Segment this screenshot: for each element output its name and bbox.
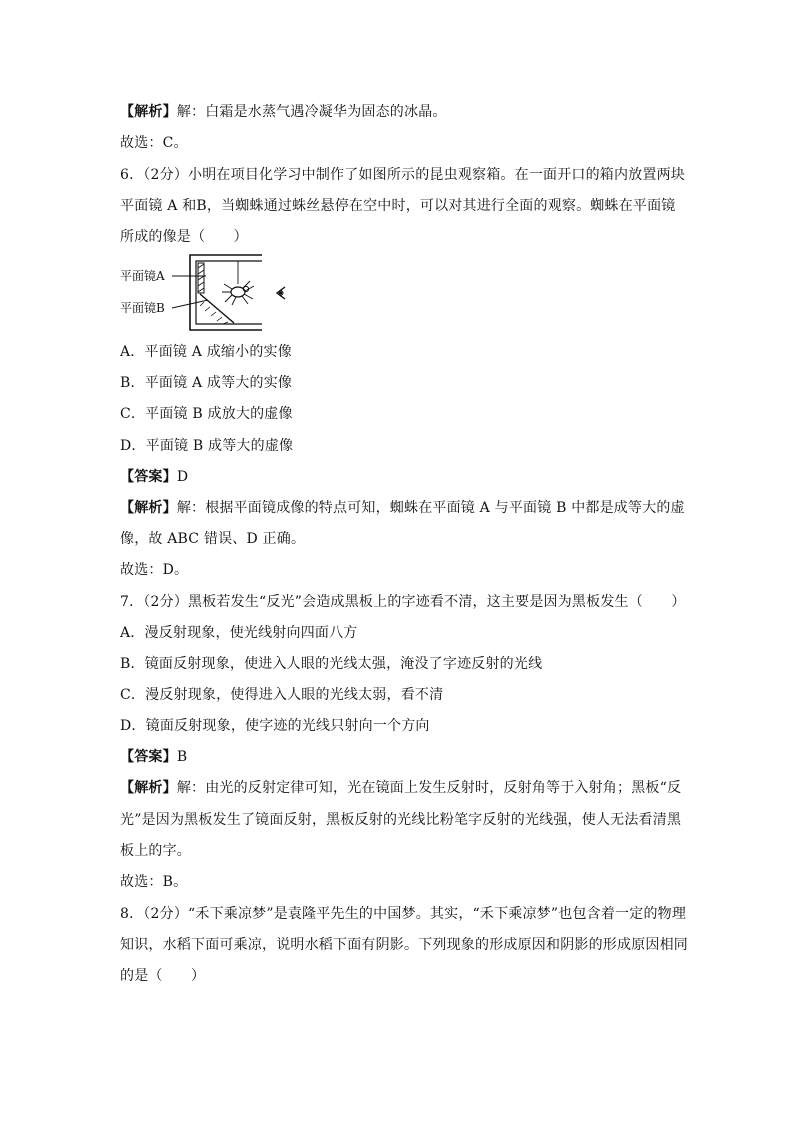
q7-analysis-line-3: 板上的字。: [120, 843, 191, 859]
q7-option-d: D．镜面反射现象，使字迹的光线只射向一个方向: [120, 718, 430, 734]
q7-analysis-tag: 【解析】: [120, 780, 177, 796]
q6-analysis-line-1: [120, 498, 685, 518]
q5-conclusion: 故选：C。: [120, 135, 188, 151]
q6-option-d: D．平面镜 B 成等大的虚像: [120, 438, 294, 454]
q6-answer-tag: 【答案】: [120, 469, 177, 485]
q6-stem-line-2: 平面镜 A 和B，当蜘蛛通过蛛丝悬停在空中时，可以对其进行全面的观察。蜘蛛在平面镜: [120, 198, 676, 214]
q7-analysis-line-2: 光”是因为黑板发生了镜面反射，黑板反射的光线比粉笔字反射的光线强，使人无法看清黑: [120, 812, 682, 828]
mirror-a-label: 平面镜A: [120, 269, 165, 283]
q7-analysis-text-1: 解：由光的反射定律可知，光在镜面上发生反射时，反射角等于入射角；黑板“反: [176, 780, 682, 796]
q7-option-b: B．镜面反射现象，使进入人眼的光线太强，淹没了字迹反射的光线: [120, 656, 543, 672]
q6-option-b: B．平面镜 A 成等大的实像: [120, 375, 293, 391]
q6-answer-value: D: [176, 469, 189, 485]
insect-observation-box-figure: [120, 250, 300, 336]
q6-answer-line: [120, 467, 188, 487]
q7-answer-tag: 【答案】: [120, 749, 177, 765]
q8-stem-line-3: 的是（ ）: [120, 968, 206, 984]
q5-analysis-line: [120, 102, 447, 122]
q6-analysis-line-2: 像，故 ABC 错误、D 正确。: [120, 531, 306, 547]
q7-conclusion: 故选：B。: [120, 874, 188, 890]
q6-stem-line-3: 所成的像是（ ）: [120, 229, 248, 245]
q8-stem-line-1: 8．（2分）“禾下乘凉梦”是袁隆平先生的中国梦。其实，“禾下乘凉梦”也包含着一定的物理: [120, 906, 687, 922]
q6-analysis-tag: 【解析】: [120, 500, 177, 516]
q7-stem: 7．（2分）黑板若发生“反光”会造成黑板上的字迹看不清，这主要是因为黑板发生（ ）: [120, 594, 686, 610]
q8-stem-line-2: 知识，水稻下面可乘凉，说明水稻下面有阴影。下列现象的形成原因和阴影的形成原因相同: [120, 937, 688, 953]
q7-answer-value: B: [176, 749, 188, 765]
q6-conclusion: 故选：D。: [120, 562, 189, 578]
q5-analysis-text: 解：白霜是水蒸气遇冷凝华为固态的冰晶。: [176, 104, 447, 120]
q6-option-a: A．平面镜 A 成缩小的实像: [120, 344, 292, 360]
q6-option-c: C．平面镜 B 成放大的虚像: [120, 406, 293, 422]
mirror-b-label: 平面镜B: [120, 301, 165, 315]
q6-analysis-text-1: 解：根据平面镜成像的特点可知，蜘蛛在平面镜 A 与平面镜 B 中都是成等大的虚: [176, 500, 685, 516]
box-diagram: [120, 250, 300, 336]
q6-stem-line-1: 6．（2分）小明在项目化学习中制作了如图所示的昆虫观察箱。在一面开口的箱内放置两块: [120, 167, 686, 183]
q5-analysis-tag: 【解析】: [120, 104, 177, 120]
q7-answer-line: [120, 747, 187, 767]
q7-option-a: A．漫反射现象，使光线射向四面八方: [120, 625, 358, 641]
q7-option-c: C．漫反射现象，使得进入人眼的光线太弱，看不清: [120, 687, 444, 703]
q7-analysis-line-1: [120, 778, 681, 798]
